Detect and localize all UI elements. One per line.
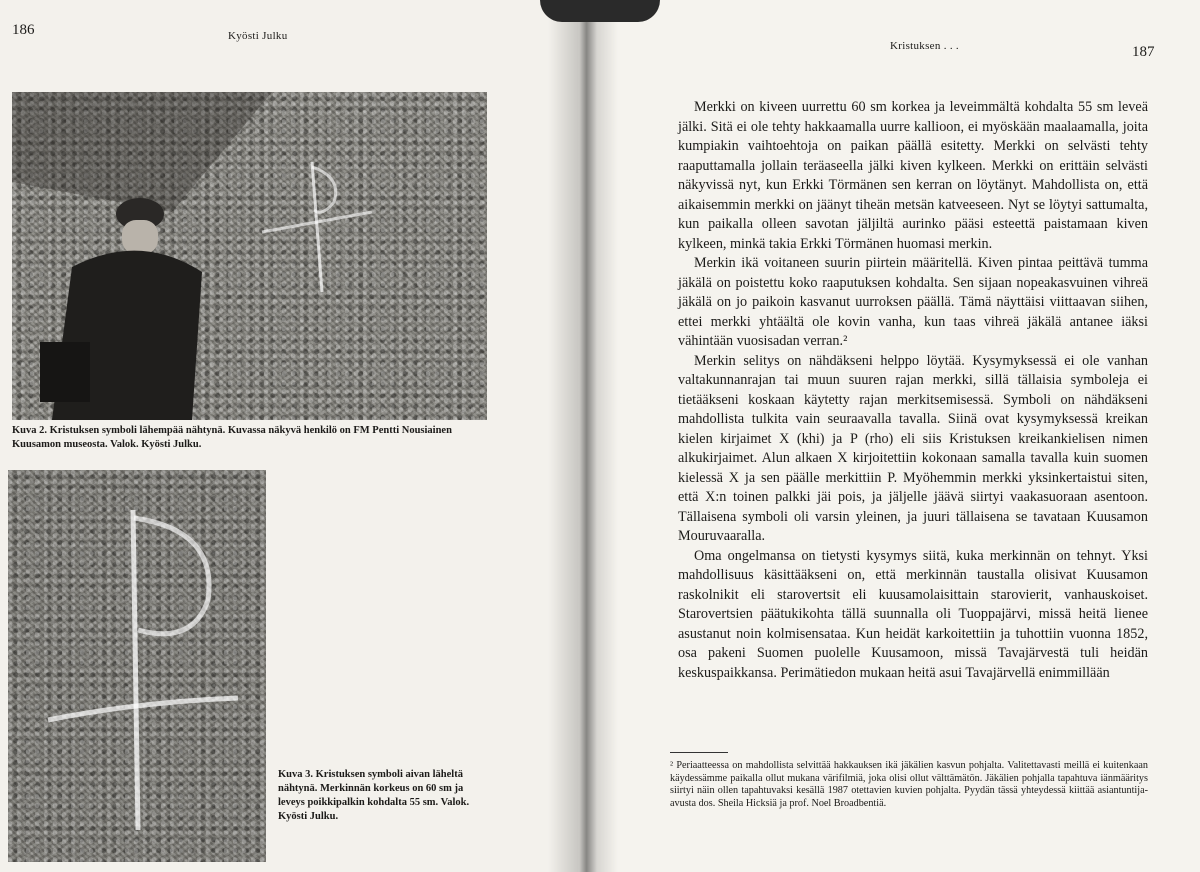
body-paragraph: Merkin ikä voitaneen suurin piirtein määritellä. Kiven pintaa peittävä tumma jäkälä on poistettu koko raaputuksen kohdalta. Sen sijaan nopeakasvuinen vihreä jäkälä on jo paikoin kasvanut uurroksen päällä. Tämä näyttäisi viittaavan siihen, ettei merkki yhtäältä ole kovin vanha, kun taas vihreä jäkälä antanee iäksi vähintään vuosisadan verran.² <box>678 255 1148 349</box>
left-page <box>0 0 578 872</box>
body-paragraph: Merkin selitys on nähdäkseni helppo löytää. Kysymyksessä ei ole vanhan valtakunnanrajan tai muun suuren rajan merkki, sillä tällaisia symboleja ei tietääkseni koskaan käytetty rajan merkitsemisessä. Symboli on nähdäkseni mahdollista tulkita vain seuraavalla tavalla. Siinä ovat kysymyksessä kreikan kielen kirjaimet X (khi) ja P (rho) eli siis Kristuksen kreikankielisen nimen alkukirjaimet. Alun alkaen X kirjoitettiin kokonaan samalla tavalla kuin suomen kielessä X ja sen päälle merkittiin P. Myöhemmin merkki yksinkertaistui siten, että X:n toinen palkki jäi pois, ja jäljelle jäävä siirtyi vaakasuoraan asentoon. Tällaisena symboli oli varsin yleinen, ja juuri tällaisena se tavataan Kuusamon Mouruvaaralla. <box>678 352 1148 544</box>
figure-2-photo <box>12 92 487 420</box>
page-number-left: 186 <box>12 22 35 38</box>
figure-3-photo <box>8 470 266 862</box>
running-head-right: Kristuksen . . . <box>890 40 959 52</box>
gutter-shadow <box>540 0 660 22</box>
figure-2-illustration <box>12 92 487 420</box>
body-paragraph: Merkki on kiveen uurrettu 60 sm korkea ja leveimmältä kohdalta 55 sm leveä jälki. Sitä ei ole tehty hakkaamalla uurre kallioon, ei myöskään maalaamalla, joita kumpiakin vaihtoehtoja on paikan päällä esitetty. Merkki on selvästi tehty raaputtamalla jollain teräaseella jälki kiven kylkeen. Merkki on erittäin selvästi näkyvissä nyt, kun Erkki Törmänen sen kerran on löytänyt. Mahdollista on, että aikaisemmin merkki on jäänyt tiheän metsän katveeseen. Nyt se löytyi sattumalta, kun paikalla olleen savotan jäljiltä aurinko pääsi esteettä paistamaan kiven kylkeen, minkä takia Erkki Törmänen huomasi merkin. <box>678 99 1148 252</box>
body-text <box>678 98 1148 683</box>
footnote-rule <box>670 752 728 753</box>
body-paragraph: Oma ongelmansa on tietysti kysymys siitä, kuka merkinnän on tehnyt. Yksi mahdollisuus käsittääkseni on, että merkinnän taustalla olisivat Kuusamon raskolnikit eli starovertsit eli kuusamolaisittain starovierit, vanhauskoiset. Starovertsien päätukikohta tällä suunnalla oli Tuoppajärvi, missä heitä lienee asustanut noin kolmisensataa. Kun heidät karkoitettiin ja tuhottiin vuonna 1852, osa pakeni Suomen puolelle Kuusamoon, missä Tavajärvestä tuli heidän keskuspaikkansa. Perimätiedon mukaan heitä asui Tavajärvellä enimmillään <box>678 547 1148 681</box>
figure-3-illustration <box>8 470 266 862</box>
footnote: ² Periaatteessa on mahdollista selvittää hakkauksen ikä jäkälien kasvun pohjalta. Valitettavasti meillä ei kuitenkaan käydessämme paikalla ollut mukana värifilmiä, joka olisi ollut välttämätön. Jäkälien pohjalla tapahtuva iänmääritys siirtyi näin ollen tapahtuvaksi kesällä 1987 otettavien kuvien pohjalta. Pyydän tässä yhteydessä kiittää asiantuntija-avusta dos. Sheila Hicksiä ja prof. Noel Broadbentiä. <box>670 760 1148 809</box>
figure-3-caption: Kuva 3. Kristuksen symboli aivan läheltä nähtynä. Merkinnän korkeus on 60 sm ja leveys poikkipalkin kohdalta 55 sm. Valok. Kyösti Julku. <box>278 769 470 822</box>
page-number-right: 187 <box>1132 44 1155 60</box>
figure-2-caption: Kuva 2. Kristuksen symboli lähempää nähtynä. Kuvassa näkyvä henkilö on FM Pentti Nousiainen Kuusamon museosta. Valok. Kyösti Julku. <box>12 425 452 450</box>
running-head-left: Kyösti Julku <box>228 30 288 42</box>
right-page <box>578 0 1200 872</box>
